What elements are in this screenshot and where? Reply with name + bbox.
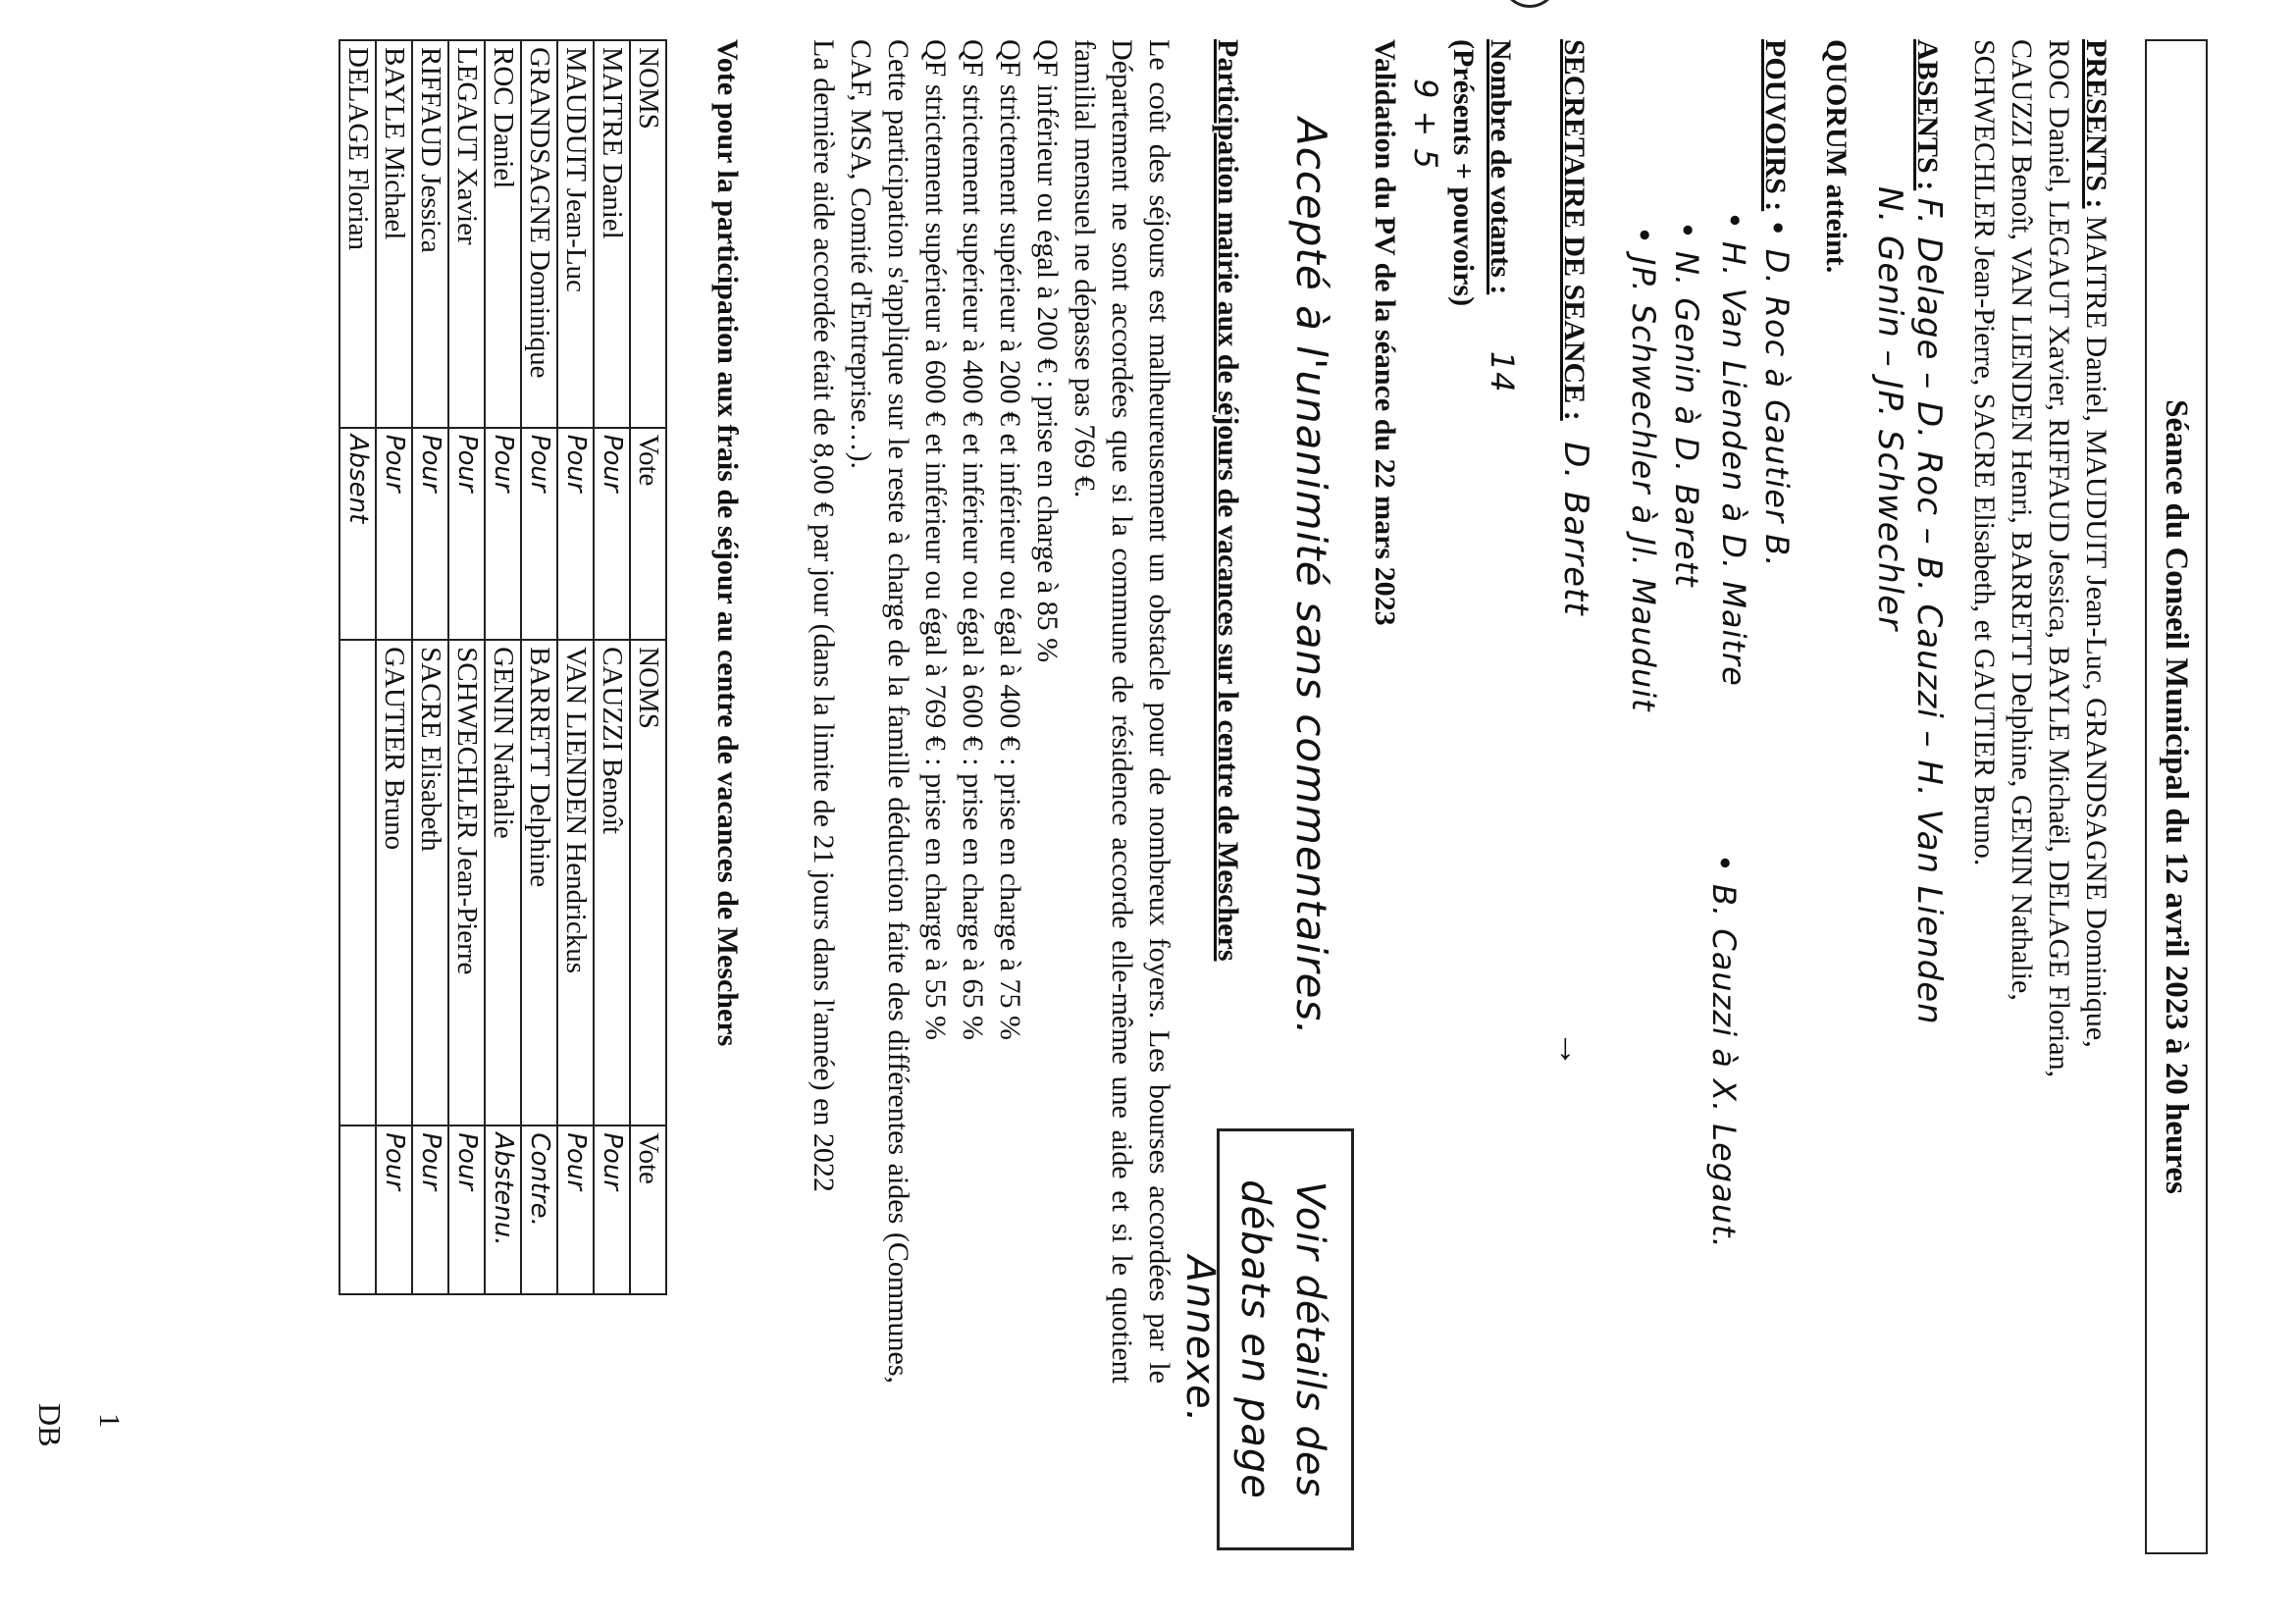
table-header-cell: NOMS: [630, 40, 666, 428]
table-cell-vote: Abstenu.: [485, 1126, 521, 1294]
pouvoirs-line-2: • H. Van Lienden à D. Maitre: [1715, 211, 1752, 687]
presents-line-2: ROC Daniel, LEGAUT Xavier, RIFFAUD Jessica, BAYLE Michaël, DELAGE Florian,: [2043, 39, 2075, 1078]
table-cell-vote: Pour: [594, 1126, 630, 1294]
table-row: [485, 40, 521, 1294]
absents-block: [1871, 39, 1948, 1570]
table-header-row: [630, 40, 666, 1294]
section-number-circle: [1499, 0, 1560, 8]
page-number: 1: [93, 1413, 126, 1428]
table-cell-vote: Pour: [448, 1126, 485, 1294]
pouvoirs-line-1: • D. Roc à Gautier B.: [1758, 218, 1796, 568]
table-cell-vote: Contre.: [521, 1126, 557, 1294]
initials: DB: [32, 1403, 68, 1447]
table-cell-name: SACRE Elisabeth: [412, 640, 448, 1126]
presents-line-3: CAUZZI Benoît, VAN LIENDEN Henri, BARRETT Delphine, GENIN Nathalie,: [2006, 39, 2038, 1001]
annex-note-text: Voir détails des débats en page Annexe.: [1177, 1179, 1332, 1499]
vote-title: Vote pour la participation aux frais de séjour au centre de vacances de Meschers: [711, 39, 744, 1047]
table-row: [557, 40, 594, 1294]
table-row: [412, 40, 448, 1294]
table-header-cell: NOMS: [630, 640, 666, 1126]
absents-line-1: F. Delage – D. Roc – B. Cauzzi – H. Van Lienden: [1909, 197, 1949, 1025]
table-cell-name: MAITRE Daniel: [594, 40, 630, 428]
table-row: [521, 40, 557, 1294]
pouvoirs-line-3: • N. Genin à D. Barett: [1668, 221, 1705, 588]
table-cell-vote: Pour: [594, 428, 630, 640]
table-cell-vote: [339, 1126, 376, 1294]
table-header-cell: Vote: [630, 1126, 666, 1294]
validation-handwritten: Accepté à l'unanimité sans commentaires.: [1287, 118, 1335, 1036]
table-cell-name: VAN LIENDEN Hendrickus: [557, 640, 594, 1126]
vote-table: [339, 39, 667, 1295]
table-cell-name: BAYLE Michael: [376, 40, 412, 428]
qf-line-4: QF strictement supérieur à 600 € et inférieur ou égal à 769 € : prise en charge à 55 %: [919, 39, 952, 1040]
document-title: Séance du Conseil Municipal du 12 avril 2023 à 20 heures: [2145, 39, 2208, 1554]
table-cell-name: ROC Daniel: [485, 40, 521, 428]
qf-line-2: QF strictement supérieur à 200 € et inférieur ou égal à 400 € : prise en charge à 75 %: [994, 39, 1026, 1040]
table-cell-name: GRANDSAGNE Dominique: [521, 40, 557, 428]
table-cell-vote: Absent: [339, 428, 376, 640]
presents-line-1: MAITRE Daniel, MAUDUIT Jean-Luc, GRANDSAGNE Dominique,: [2080, 216, 2113, 1048]
table-cell-name: SCHWECHLER Jean-Pierre: [448, 640, 485, 1126]
table-row: [339, 40, 376, 1294]
presents-line-4: SCHWECHLER Jean-Pierre, SACRE Elisabeth, et GAUTIER Bruno.: [1968, 39, 2001, 866]
absents-line-2: N. Genin – JP. Schwechler: [1870, 186, 1909, 632]
table-cell-vote: Pour: [557, 1126, 594, 1294]
votants-block: [1407, 39, 1521, 393]
table-cell-vote: Pour: [376, 1126, 412, 1294]
table-cell-vote: Pour: [557, 428, 594, 640]
qf-line-1: QF inférieur ou égal à 200 € : prise en charge à 85 %: [1031, 39, 1064, 663]
table-cell-vote: Pour: [521, 428, 557, 640]
arrow-right-icon: →: [1550, 1030, 1592, 1068]
derniere-aide-text: La dernière aide accordée était de 8,00 € par jour (dans la limite de 21 jours dans l'année) en 2022: [808, 39, 840, 1192]
qf-line-3: QF strictement supérieur à 400 € et inférieur ou égal à 600 € : prise en charge à 65 %: [957, 39, 989, 1040]
table-cell-vote: Pour: [485, 428, 521, 640]
votants-value: 14: [1484, 350, 1521, 393]
table-cell-name: BARRETT Delphine: [521, 640, 557, 1126]
validation-label: Validation du PV de la séance du 22 mars 2023: [1369, 39, 1401, 626]
table-cell-name: RIFFAUD Jessica: [412, 40, 448, 428]
votants-label: Nombre de votants :: [1485, 39, 1517, 295]
table-cell-vote: Pour: [412, 428, 448, 640]
table-row: [448, 40, 485, 1294]
table-cell-name: DELAGE Florian: [339, 40, 376, 428]
presents-block: [1965, 39, 2114, 1570]
secretaire-value: D. Barrett: [1556, 442, 1595, 616]
section-1-heading: Participation mairie aux de séjours de vacances sur le centre de Meschers: [1212, 39, 1244, 962]
table-cell-name: LEGAUT Xavier: [448, 40, 485, 428]
table-cell-name: CAUZZI Benoît: [594, 640, 630, 1126]
presents-label: PRESENTS :: [2080, 39, 2113, 209]
table-row: [594, 40, 630, 1294]
table-header-cell: Vote: [630, 428, 666, 640]
table-cell-vote: Pour: [376, 428, 412, 640]
table-cell-name: MAUDUIT Jean-Luc: [557, 40, 594, 428]
pouvoirs-line-4: • JP. Schwechler à Jl. Mauduit: [1625, 226, 1662, 712]
pouvoirs-line-2b: • B. Cauzzi à X. Legaut.: [1705, 854, 1743, 1249]
table-cell-name: GENIN Nathalie: [485, 640, 521, 1126]
absents-label: ABSENTS :: [1911, 39, 1944, 191]
votants-sub-label: (Présents + pouvoirs): [1447, 39, 1480, 307]
participation-text: Cette participation s'applique sur le reste à charge de la famille déduction faite des différentes aides (Communes, CAF, MSA, Comité d'Entreprise…).: [845, 39, 914, 1384]
table-row: [376, 40, 412, 1294]
table-cell-name: GAUTIER Bruno: [376, 640, 412, 1126]
quorum-text: QUORUM atteint.: [1820, 39, 1852, 274]
pouvoirs-label: POUVOIRS :: [1759, 39, 1792, 212]
table-cell-name: [339, 640, 376, 1126]
votants-sub-value: 9 + 5: [1407, 79, 1444, 170]
table-cell-vote: Pour: [448, 428, 485, 640]
rotated-document-page: [20, 39, 2208, 1609]
secretaire-block: [1555, 39, 1594, 616]
section-1-paragraph: Le coût des séjours est malheureusement un obstacle pour de nombreux foyers. Les bourses accordées par le Département ne sont accordées que si la commune de résidence accorde elle-même une aide et si le quotient familial mensuel ne dépasse pas 769 €.: [1069, 39, 1175, 1384]
table-cell-vote: Pour: [412, 1126, 448, 1294]
secretaire-label: SECRETAIRE DE SEANCE :: [1558, 39, 1591, 421]
pouvoirs-block: [1625, 39, 1796, 1570]
